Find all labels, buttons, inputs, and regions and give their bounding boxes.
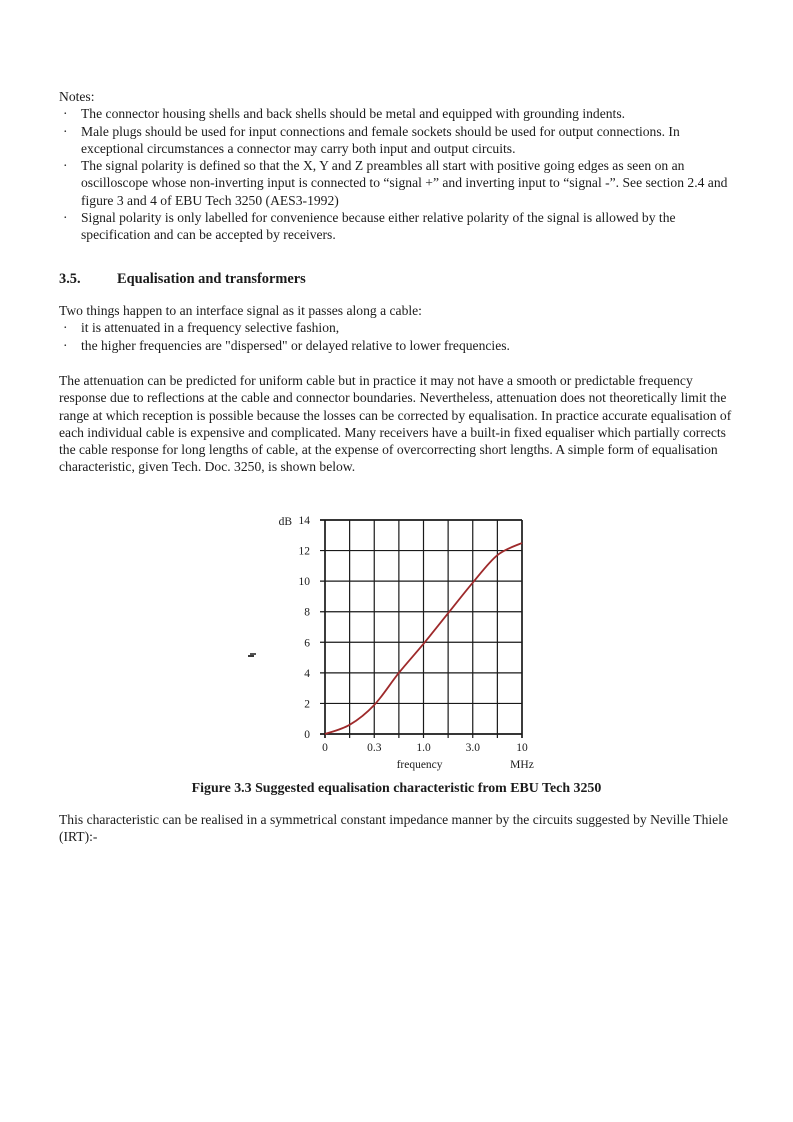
intro-list [59, 319, 739, 354]
bullet-glyph: · [63, 320, 68, 336]
bullet-glyph: · [63, 106, 68, 122]
figure-caption: Figure 3.3 Suggested equalisation characteristic from EBU Tech 3250 [191, 781, 602, 796]
x-tick-label: 0 [322, 742, 328, 754]
note-item [59, 105, 739, 122]
x-tick-label: 1.0 [416, 742, 431, 754]
stray-mark [248, 655, 254, 657]
x-tick-label: 3.0 [465, 742, 480, 754]
intro-item [59, 319, 739, 336]
intro-text: the higher frequencies are "dispersed" or delayed relative to lower frequencies. [81, 337, 510, 353]
note-text: The connector housing shells and back shells should be metal and equipped with grounding indents. [81, 106, 626, 122]
y-axis-unit-label: dB [278, 516, 292, 528]
section-number: 3.5. [59, 271, 81, 287]
intro-item [59, 337, 739, 354]
x-tick-label: 10 [516, 742, 528, 754]
bullet-glyph: · [63, 123, 68, 139]
y-tick-label: 0 [304, 729, 310, 741]
y-tick-label: 6 [304, 637, 310, 650]
note-item [59, 209, 739, 244]
equalisation-chart-figure [240, 505, 550, 777]
note-text: Male plugs should be used for input connections and female sockets should be used for output connections. In exceptional circumstances a connector may carry both input and output circuits. [81, 123, 680, 156]
section-heading [59, 271, 306, 288]
note-text: Signal polarity is only labelled for convenience because either relative polarity of the signal is allowed by the specification and can be accepted by receivers. [81, 210, 676, 243]
note-item [59, 123, 739, 158]
notes-list [59, 105, 739, 243]
x-tick-label: 0.3 [367, 742, 382, 754]
y-tick-label: 14 [298, 515, 310, 527]
notes-label: Notes: [59, 89, 95, 104]
notes-section [59, 88, 739, 244]
closing-paragraph: This characteristic can be realised in a symmetrical constant impedance manner by the circuits suggested by Neville Thiele (IRT):- [59, 812, 728, 845]
x-axis-unit-label: MHz [510, 759, 534, 771]
intro-lead: Two things happen to an interface signal as it passes along a cable: [59, 303, 422, 318]
intro-section [59, 302, 739, 354]
note-text: The signal polarity is defined so that the X, Y and Z preambles all start with positive going edges as seen on an oscilloscope whose non-inverting input is connected to “signal +” and inverting input to “signal -”. See section 2.4 and figure 3 and 4 of EBU Tech 3250 (AES3-1992) [81, 158, 728, 208]
body-paragraph: The attenuation can be predicted for uniform cable but in practice it may not have a smooth or predictable frequency response due to reflections at the cable and connector boundaries. Nevertheless, attenuation does not theoretically limit the range at which reception is possible because the losses can be corrected by equalisation. In practice accurate equalisation of each individual cable is expensive and complicated. Many receivers have a built-in fixed equaliser which partially corrects the cable response for long lengths of cable, at the expense of overcorrecting short lengths. A simple form of equalisation characteristic, given Tech. Doc. 3250, is shown below. [59, 373, 732, 475]
y-tick-label: 4 [304, 667, 310, 680]
note-item [59, 157, 739, 209]
section-title: Equalisation and transformers [117, 271, 306, 287]
y-tick-label: 8 [304, 606, 310, 619]
bullet-glyph: · [63, 337, 68, 353]
bullet-glyph: · [63, 210, 68, 226]
y-tick-label: 10 [298, 576, 310, 589]
y-tick-label: 12 [298, 545, 310, 558]
y-tick-label: 2 [304, 698, 310, 711]
x-axis-label: frequency [396, 759, 443, 771]
equalisation-chart [240, 505, 550, 777]
bullet-glyph: · [63, 158, 68, 174]
intro-text: it is attenuated in a frequency selective fashion, [81, 320, 340, 336]
